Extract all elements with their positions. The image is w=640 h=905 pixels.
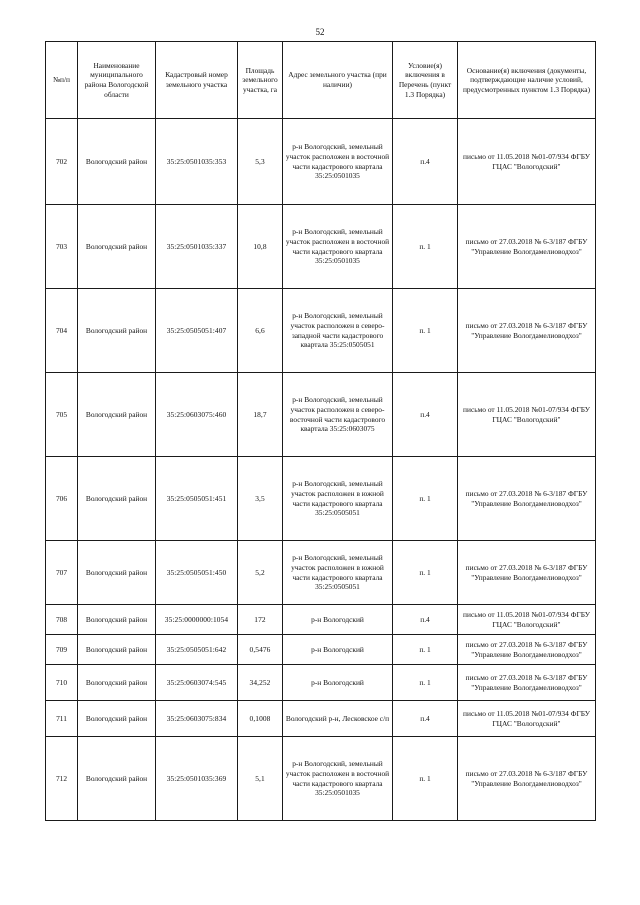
cell-municipality: Вологодский район (78, 289, 156, 373)
table-row (46, 373, 596, 457)
cell-num: 712 (46, 737, 78, 821)
cell-basis: письмо от 27.03.2018 № 6-3/187 ФГБУ "Управление Вологдамелиоводхоз" (458, 635, 596, 665)
cell-area: 18,7 (238, 373, 283, 457)
cell-address: р-н Вологодский (283, 605, 393, 635)
table-row (46, 205, 596, 289)
cell-cadastral-number: 35:25:0505051:450 (156, 541, 238, 605)
cell-municipality: Вологодский район (78, 457, 156, 541)
cell-cadastral-number: 35:25:0603074:545 (156, 665, 238, 701)
cell-address: р-н Вологодский, земельный участок расположен в восточной части кадастрового квартала 35:25:0501035 (283, 737, 393, 821)
page-number: 52 (315, 27, 325, 37)
cell-address: р-н Вологодский, земельный участок расположен в южной части кадастрового квартала 35:25:0505051 (283, 541, 393, 605)
cell-address: р-н Вологодский, земельный участок расположен в восточной части кадастрового квартала 35:25:0501035 (283, 119, 393, 205)
cell-address: р-н Вологодский (283, 665, 393, 701)
cell-condition: п. 1 (393, 665, 458, 701)
header-municipality: Наименование муниципального района Вологодской области (78, 42, 156, 119)
cell-cadastral-number: 35:25:0505051:642 (156, 635, 238, 665)
cell-condition: п. 1 (393, 635, 458, 665)
cell-cadastral-number: 35:25:0505051:451 (156, 457, 238, 541)
cell-basis: письмо от 11.05.2018 №01-07/934 ФГБУ ГЦАС "Вологодский" (458, 119, 596, 205)
header-address: Адрес земельного участка (при наличии) (283, 42, 393, 119)
cell-condition: п.4 (393, 701, 458, 737)
cell-num: 707 (46, 541, 78, 605)
cell-basis: письмо от 27.03.2018 № 6-3/187 ФГБУ "Управление Вологдамелиоводхоз" (458, 457, 596, 541)
cell-num: 709 (46, 635, 78, 665)
cell-address: р-н Вологодский, земельный участок расположен в северо-восточной части кадастрового квартала 35:25:0603075 (283, 373, 393, 457)
cell-municipality: Вологодский район (78, 541, 156, 605)
cell-address: р-н Вологодский, земельный участок расположен в южной части кадастрового квартала 35:25:0505051 (283, 457, 393, 541)
cell-basis: письмо от 11.05.2018 №01-07/934 ФГБУ ГЦАС "Вологодский" (458, 373, 596, 457)
cell-num: 705 (46, 373, 78, 457)
cell-area: 0,5476 (238, 635, 283, 665)
cell-condition: п.4 (393, 119, 458, 205)
cell-num: 704 (46, 289, 78, 373)
cell-area: 5,1 (238, 737, 283, 821)
table-row (46, 119, 596, 205)
cell-num: 702 (46, 119, 78, 205)
cell-num: 706 (46, 457, 78, 541)
cell-municipality: Вологодский район (78, 635, 156, 665)
cell-area: 5,3 (238, 119, 283, 205)
cell-num: 703 (46, 205, 78, 289)
table-header (46, 42, 596, 119)
cell-cadastral-number: 35:25:0505051:407 (156, 289, 238, 373)
cell-condition: п.4 (393, 373, 458, 457)
cell-area: 0,1008 (238, 701, 283, 737)
header-basis: Основание(я) включения (документы, подтверждающие наличие условий, предусмотренных пунктом 1.3 Порядка) (458, 42, 596, 119)
cell-basis: письмо от 27.03.2018 № 6-3/187 ФГБУ "Управление Вологдамелиоводхоз" (458, 205, 596, 289)
cell-cadastral-number: 35:25:0000000:1054 (156, 605, 238, 635)
header-area: Площадь земельного участка, га (238, 42, 283, 119)
table-row (46, 701, 596, 737)
cell-condition: п. 1 (393, 737, 458, 821)
cell-basis: письмо от 27.03.2018 № 6-3/187 ФГБУ "Управление Вологдамелиоводхоз" (458, 737, 596, 821)
cell-basis: письмо от 11.05.2018 №01-07/934 ФГБУ ГЦАС "Вологодский" (458, 701, 596, 737)
cell-condition: п. 1 (393, 289, 458, 373)
cell-num: 711 (46, 701, 78, 737)
table-row (46, 457, 596, 541)
cell-basis: письмо от 27.03.2018 № 6-3/187 ФГБУ "Управление Вологдамелиоводхоз" (458, 289, 596, 373)
header-row (46, 42, 596, 119)
cell-area: 172 (238, 605, 283, 635)
cell-municipality: Вологодский район (78, 737, 156, 821)
cell-address: р-н Вологодский, земельный участок расположен в восточной части кадастрового квартала 35:25:0501035 (283, 205, 393, 289)
cell-area: 34,252 (238, 665, 283, 701)
cell-area: 5,2 (238, 541, 283, 605)
cell-municipality: Вологодский район (78, 205, 156, 289)
cell-area: 6,6 (238, 289, 283, 373)
cell-condition: п.4 (393, 605, 458, 635)
cell-municipality: Вологодский район (78, 605, 156, 635)
cell-basis: письмо от 27.03.2018 № 6-3/187 ФГБУ "Управление Вологдамелиоводхоз" (458, 665, 596, 701)
table-row (46, 665, 596, 701)
cell-address: Вологодский р-н, Лесковское с/п (283, 701, 393, 737)
cell-num: 708 (46, 605, 78, 635)
cell-cadastral-number: 35:25:0603075:834 (156, 701, 238, 737)
cell-cadastral-number: 35:25:0501035:353 (156, 119, 238, 205)
header-num: №п/п (46, 42, 78, 119)
cell-cadastral-number: 35:25:0603075:460 (156, 373, 238, 457)
cell-condition: п. 1 (393, 457, 458, 541)
cell-address: р-н Вологодский, земельный участок расположен в северо-западной части кадастрового квартала 35:25:0505051 (283, 289, 393, 373)
table-row (46, 737, 596, 821)
cell-municipality: Вологодский район (78, 701, 156, 737)
cell-address: р-н Вологодский (283, 635, 393, 665)
header-cadastral-number: Кадастровый номер земельного участка (156, 42, 238, 119)
cell-condition: п. 1 (393, 541, 458, 605)
cell-basis: письмо от 27.03.2018 № 6-3/187 ФГБУ "Управление Вологдамелиоводхоз" (458, 541, 596, 605)
cell-cadastral-number: 35:25:0501035:337 (156, 205, 238, 289)
table-row (46, 635, 596, 665)
cell-municipality: Вологодский район (78, 119, 156, 205)
cell-num: 710 (46, 665, 78, 701)
cell-municipality: Вологодский район (78, 665, 156, 701)
table-row (46, 541, 596, 605)
cell-condition: п. 1 (393, 205, 458, 289)
cell-basis: письмо от 11.05.2018 №01-07/934 ФГБУ ГЦАС "Вологодский" (458, 605, 596, 635)
cell-area: 10,8 (238, 205, 283, 289)
table-body (46, 119, 596, 821)
table-row (46, 289, 596, 373)
header-condition: Условие(я) включения в Перечень (пункт 1.3 Порядка) (393, 42, 458, 119)
table-row (46, 605, 596, 635)
cell-municipality: Вологодский район (78, 373, 156, 457)
land-plots-table (45, 41, 596, 821)
cell-area: 3,5 (238, 457, 283, 541)
cell-cadastral-number: 35:25:0501035:369 (156, 737, 238, 821)
